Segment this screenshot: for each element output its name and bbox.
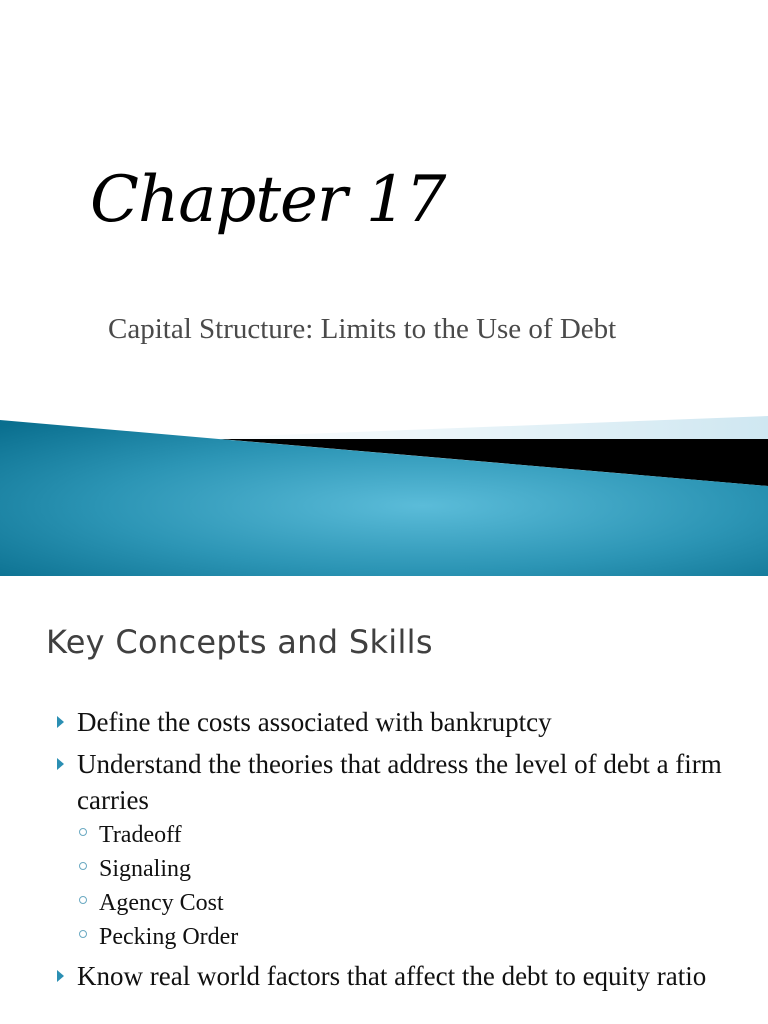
key-concepts-slide — [0, 576, 768, 1024]
circle-bullet-icon — [79, 896, 87, 904]
sub-bullet-item: Signaling — [99, 856, 192, 882]
triangle-bullet-icon — [57, 758, 64, 770]
circle-bullet-icon — [79, 828, 87, 836]
chapter-subtitle: Capital Structure: Limits to the Use of Debt — [108, 313, 617, 345]
bullet-item: Understand the theories that address the level of debt a firm carries — [77, 749, 722, 815]
sub-bullet-item: Pecking Order — [99, 924, 239, 950]
section-title: Key Concepts and Skills — [46, 623, 433, 661]
circle-bullet-icon — [79, 862, 87, 870]
sub-bullet-item: Agency Cost — [99, 890, 224, 916]
triangle-bullet-icon — [57, 716, 64, 728]
bullet-item: Know real world factors that affect the debt to equity ratio — [77, 961, 707, 991]
circle-bullet-icon — [79, 930, 87, 938]
sub-bullet-item: Tradeoff — [99, 822, 182, 848]
bullet-item: Define the costs associated with bankruptcy — [77, 707, 552, 737]
triangle-bullet-icon — [57, 970, 64, 982]
chapter-title: Chapter 17 — [90, 163, 446, 237]
decorative-banner — [0, 400, 768, 576]
banner-pale-strip — [200, 416, 768, 440]
